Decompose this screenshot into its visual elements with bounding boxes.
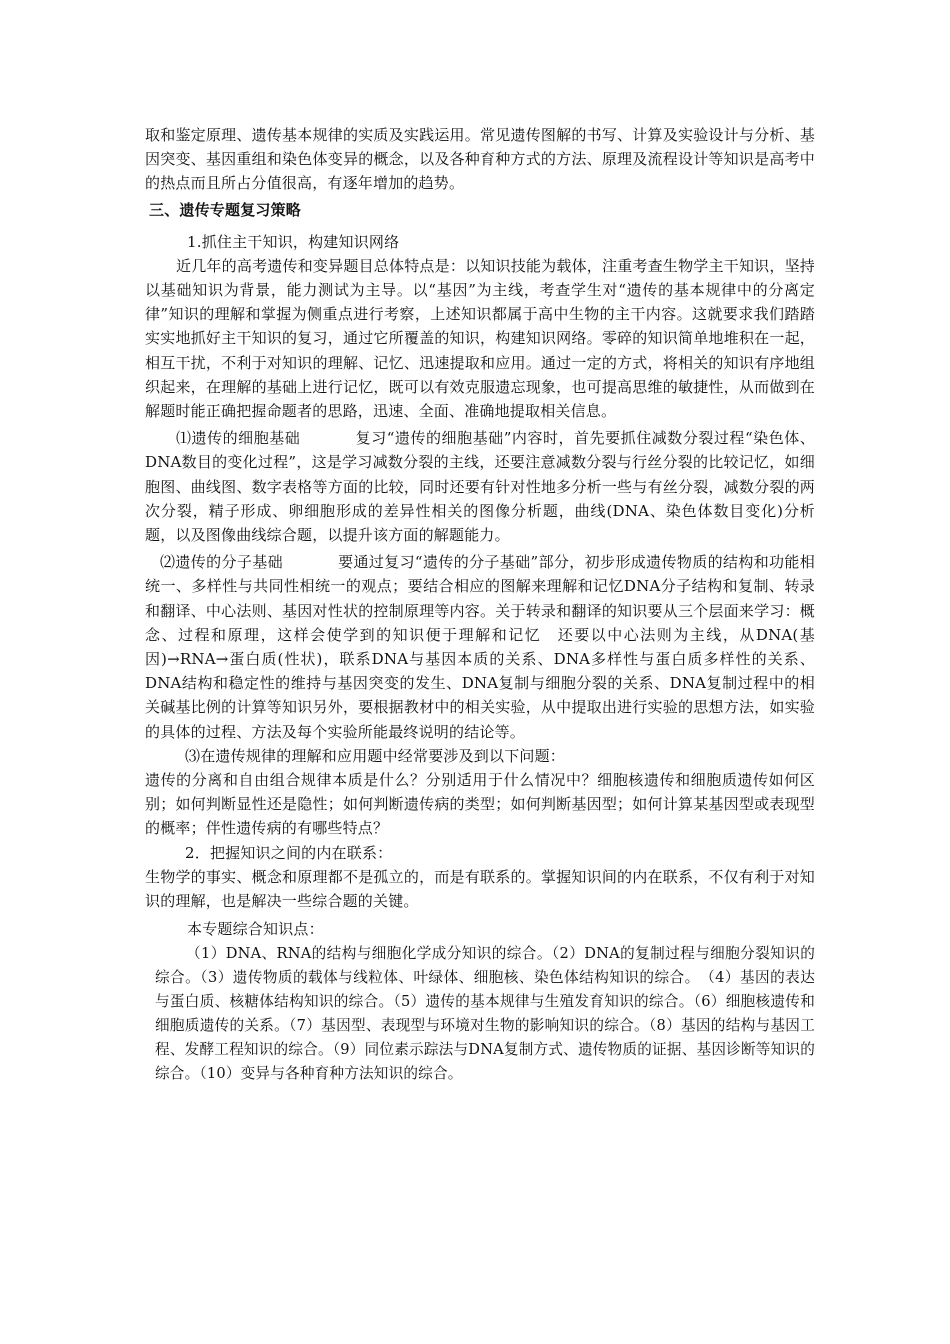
- subheading-1: 1.抓住主干知识，构建知识网络: [187, 232, 400, 251]
- item2-text: 要通过复习“遗传的分子基础”部分，初步形成遗传物质的结构和功能相统一、多样性与共同性相统一的观点；要结合相应的图解来理解和记忆DNA分子结构和复制、转录和翻译、中心法则、基因对性状的控制原理等内容。关于转录和翻译的知识要从三个层面来学习：概念、过程和原理，这样会使学到的知识便于理解和记忆 还要以中心法则为主线，从DNA(基因)→RNA→蛋白质(性状)，联系DNA与基因本质的关系、DNA多样性与蛋白质多样性的关系、DNA结构和稳定性的维持与基因突变的发生、DNA复制与细胞分裂的关系、DNA复制过程中的相关碱基比例的计算等知识另外，要根据教材中的相关实验，从中提取出进行实验的思想方法，如实验的具体的过程、方法及每个实验所能最终说明的结论等。: [145, 553, 815, 741]
- item2-label: ⑵遗传的分子基础: [160, 553, 283, 572]
- subheading-2: 2．把握知识之间的内在联系：: [185, 843, 393, 862]
- document-body: [145, 123, 815, 1086]
- item1-label: ⑴遗传的细胞基础: [176, 429, 301, 448]
- intro-paragraph: 取和鉴定原理、遗传基本规律的实质及实践运用。常见遗传图解的书写、计算及实验设计与分析、基因突变、基因重组和染色体变异的概念，以及各种育种方式的方法、原理及流程设计等知识是高考中的热点而且所占分值很高，有逐年增加的趋势。: [145, 126, 815, 193]
- paragraph-connections: 生物学的事实、概念和原理都不是孤立的，而是有联系的。掌握知识间的内在联系，不仅有利于对知识的理解，也是解决一些综合题的关键。: [145, 867, 815, 911]
- paragraph-molecular-basis: [145, 550, 815, 744]
- item1-text: 复习“遗传的细胞基础”内容时，首先要抓住减数分裂过程“染色体、DNA数目的变化过程”，这是学习减数分裂的主线，还要注意减数分裂与行丝分裂的比较记忆，如细胞图、曲线图、数字表格等方面的比较，同时还要有针对性地多分析一些与有丝分裂，减数分裂的两次分裂，精子形成、卵细胞形成的差异性相关的图像分析题，曲线(DNA、染色体数目变化)分析题，以及图像曲线综合题，以提升该方面的解题能力。: [145, 429, 815, 545]
- paragraph-main-knowledge: 近几年的高考遗传和变异题目总体特点是：以知识技能为载体，注重考查生物学主干知识，坚持以基础知识为背景，能力测试为主导。以“基因”为主线，考查学生对“遗传的基本规律中的分离定律”知识的理解和掌握为侧重点进行考察，上述知识都属于高中生物的主干内容。这就要求我们踏踏实实地抓好主干知识的复习，通过它所覆盖的知识，构建知识网络。零碎的知识简单地堆积在一起，相互干扰，不利于对知识的理解、记忆、迅速提取和应用。通过一定的方式，将相关的知识有序地组织起来，在理解的基础上进行记忆，既可以有效克服遗忘现象，也可提高思维的敏捷性，从而做到在解题时能正确把握命题者的思路，迅速、全面、准确地提取相关信息。: [145, 256, 815, 421]
- paragraph-cell-basis: [145, 426, 815, 547]
- composite-list: （1）DNA、RNA的结构与细胞化学成分知识的综合。（2）DNA的复制过程与细胞分裂知识的综合。（3）遗传物质的载体与线粒体、叶绿体、细胞核、染色体结构知识的综合。 （4）基因的表达与蛋白质、核糖体结构知识的综合。（5）遗传的基本规律与生殖发育知识的综合。（6）细胞核遗传和细胞质遗传的关系。（7）基因型、表现型与环境对生物的影响知识的综合。（8）基因的结构与基因工程、发酵工程知识的综合。（9）同位素示踪法与DNA复制方式、遗传物质的证据、基因诊断等知识的综合。（10）变异与各种育种方法知识的综合。: [155, 944, 815, 1082]
- section-heading: 三、遗传专题复习策略: [149, 200, 302, 219]
- composite-knowledge-block: [145, 917, 815, 1085]
- item3-paragraph: 遗传的分离和自由组合规律本质是什么？分别适用于什么情况中？细胞核遗传和细胞质遗传如何区别；如何判断显性还是隐性；如何判断遗传病的类型；如何判断基因型；如何计算某基因型或表现型的概率；伴性遗传病的有哪些特点？: [145, 771, 815, 838]
- composite-title: 本专题综合知识点：: [187, 920, 324, 939]
- item3-heading: ⑶在遗传规律的理解和应用题中经常要涉及到以下问题：: [185, 746, 566, 765]
